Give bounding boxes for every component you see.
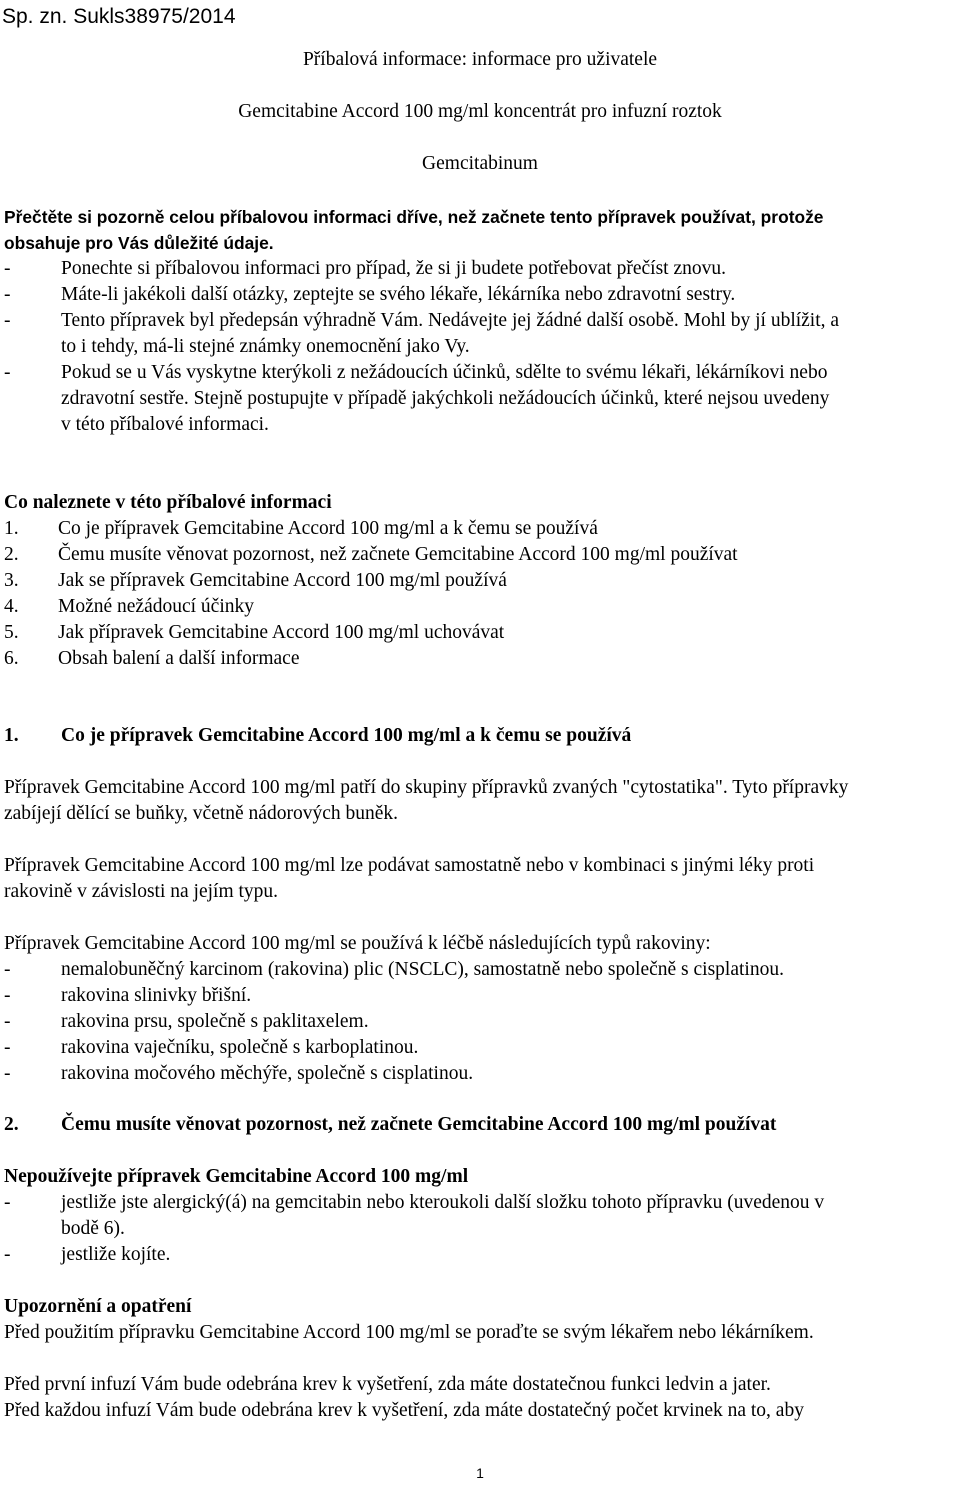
intro-warning-line-2: obsahuje pro Vás důležité údaje. — [4, 233, 274, 253]
page-number: 1 — [476, 1465, 484, 1481]
leaflet-title: Příbalová informace: informace pro uživatele — [302, 49, 658, 70]
reference-number: Sp. zn. Sukls38975/2014 — [2, 5, 236, 28]
toc-heading: Co naleznete v této příbalové informaci — [4, 492, 332, 513]
subheading-contraindications: Nepoužívejte přípravek Gemcitabine Accord 100 mg/ml — [4, 1166, 469, 1187]
intro-warning-line-1: Přečtěte si pozorně celou příbalovou informaci dříve, než začnete tento přípravek používat, protože — [4, 207, 824, 227]
document-page: Sp. zn. Sukls38975/2014 Příbalová informace: informace pro uživatele Gemcitabine Accord 100 mg/ml koncentrát pro infuzní roztok Gemcitabinum Přečtěte si pozorně celou příbalovou informaci dříve, než začnete tento přípravek používat, protože obsahuje pro Vás důležité údaje. - Ponechte si příbalovou informaci pro případ, že si ji budete potřebovat přečíst znovu. - Máte-li jakékoli další otázky, zeptejte se svého lékaře, lékárníka nebo zdravotní sestry. - Tento přípravek byl předepsán výhradně Vám. Nedávejte jej žádné další osobě. Mohl by jí ublížit, a to i tehdy, má-li stejné známky onemocnění jako Vy. - Pokud se u Vás vyskytne kterýkoli z nežádoucích účinků, sdělte to svému lékaři, lékárníkovi nebo zdravotní sestře. Stejně postupujte v případě jakýchkoli nežádoucích účinků, které nejsou uvedeny v této příbalové informaci. Co naleznete v této příbalové informaci 1. Co je přípravek Gemcitabine Accord 100 mg/ml a k čemu se používá 2. Čemu musíte věnovat pozornost, než začnete Gemcitabine Accord 100 mg/ml používat 3. Jak se přípravek Gemcitabine Accord 100 mg/ml používá 4. Možné nežádoucí účinky 5. Jak přípravek Gemcitabine Accord 100 mg/ml uchovávat 6. Obsah balení a další informace 1. Co je přípravek Gemcitabine Accord 100 mg/ml a k čemu se používá Přípravek Gemcitabine Accord 100 mg/ml patří do skupiny přípravků zvaných "cytostatika". Tyto přípravky zabíjejí dělící se buňky, včetně nádorových buněk. Přípravek Gemcitabine Accord 100 mg/ml lze podávat samostatně nebo v kombinaci s jinými léky proti rakovině v závislosti na jejím typu. Přípravek Gemcitabine Accord 100 mg/ml se používá k léčbě následujících typů rakoviny: - nemalobuněčný karcinom (rakovina) plic (NSCLC), samostatně nebo společně s cisplatinou. - rakovina slinivky břišní. - rakovina prsu, společně s paklitaxelem. - rakovina vaječníku, společně s karboplatinou. - rakovina močového měchýře, společně s cisplatinou. 2. Čemu musíte věnovat pozornost, než začnete Gemcitabine Accord 100 mg/ml používat Nepoužívejte přípravek Gemcitabine Accord 100 mg/ml - jestliže jste alergický(á) na gemcitabin nebo kteroukoli další složku tohoto přípravku (uvedenou v bodě 6). - jestliže kojíte. Upozornění a opatření Před použitím přípravku Gemcitabine Accord 100 mg/ml se poraďte se svým lékařem nebo lékárníkem. Před první infuzí Vám bude odebrána krev k vyšetření, zda máte dostatečnou funkci ledvin a jater. Před každou infuzí Vám bude odebrána krev k vyšetření, zda máte dostatečný počet krvinek na to, aby 1 — [0, 0, 960, 1490]
active-substance: Gemcitabinum — [422, 153, 538, 174]
subheading-warnings: Upozornění a opatření — [4, 1296, 192, 1317]
product-name: Gemcitabine Accord 100 mg/ml koncentrát pro infuzní roztok — [238, 101, 722, 122]
